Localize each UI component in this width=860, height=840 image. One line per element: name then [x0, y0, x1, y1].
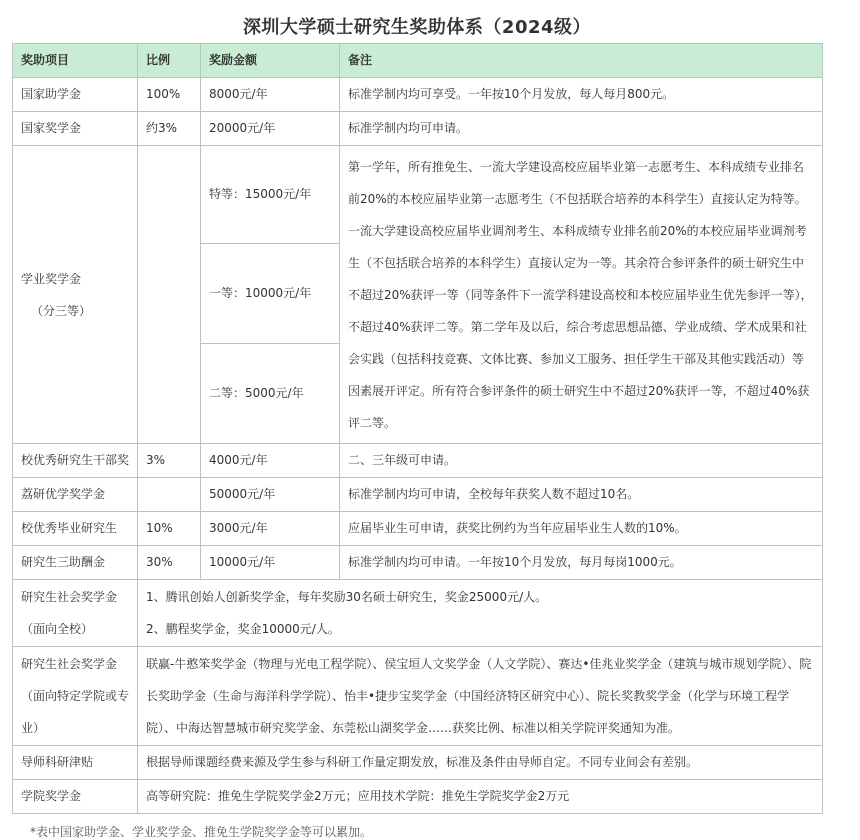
row-ratio: 10%: [138, 512, 201, 546]
row-note: 应届毕业生可申请，获奖比例约为当年应届毕业生人数的10%。: [340, 512, 823, 546]
row-amount: 8000元/年: [201, 78, 340, 112]
table-row: [13, 78, 823, 112]
table-row: [13, 580, 823, 647]
row-ratio: 100%: [138, 78, 201, 112]
row-amount: 50000元/年: [201, 478, 340, 512]
row-ratio: 30%: [138, 546, 201, 580]
row-item: 导师科研津贴: [13, 746, 138, 780]
row-item-line2: （面向特定学院或专业）: [21, 689, 130, 735]
table-row: [13, 112, 823, 146]
table-row: [13, 746, 823, 780]
row-note: 第一学年，所有推免生、一流大学建设高校应届毕业第一志愿考生、本科成绩专业排名前20%的本校应届毕业第一志愿考生（不包括联合培养的本科学生）直接认定为特等。一流大学建设高校应届毕业调剂考生、本科成绩专业排名前20%的本校应届毕业调剂考生（不包括联合培养的本科学生）直接认定为一等。其余符合参评条件的硕士研究生中不超过20%获评一等（同等条件下一流学科建设高校和本校应届毕业生优先参评一等），不超过40%获评二等。第二学年及以后，综合考虑思想品德、学业成绩、学术成果和社会实践（包括科技竞赛、文体比赛、参加义工服务、担任学生干部及其他实践活动）等因素展开评定。所有符合参评条件的硕士研究生中不超过20%获评一等，不超过40%获评二等。: [340, 146, 823, 444]
row-item: [13, 146, 138, 444]
row-amount-first: 一等：10000元/年: [201, 244, 340, 344]
table-row: [13, 780, 823, 814]
page-title: 深圳大学硕士研究生奖助体系（2024级）: [242, 17, 592, 38]
table-row: [13, 546, 823, 580]
row-amount-second: 二等：5000元/年: [201, 344, 340, 444]
row-item-line1: 研究生社会奖学金: [21, 657, 118, 671]
row-item-line2: （面向全校）: [21, 622, 94, 636]
header-ratio: 比例: [138, 44, 201, 78]
table-row: [13, 444, 823, 478]
row-amount: 3000元/年: [201, 512, 340, 546]
table-row: [13, 647, 823, 746]
row-note: 联赢-牛憨笨奖学金（物理与光电工程学院）、侯宝垣人文奖学金（人文学院）、赛达•佳兆业奖学金（建筑与城市规划学院）、院长奖助学金（生命与海洋科学学院）、怡丰•捷步宝奖学金（中国经济特区研究中心）、院长奖教奖学金（化学与环境工程学院）、中海达智慧城市研究奖学金、东莞松山湖奖学金……获奖比例、标准以相关学院评奖通知为准。: [138, 647, 823, 746]
row-item-line1: 学业奖学金: [21, 271, 82, 286]
header-amount: 奖励金额: [201, 44, 340, 78]
row-ratio: [138, 146, 201, 444]
row-item: 学院奖学金: [13, 780, 138, 814]
scholarship-table: [12, 43, 823, 814]
row-note: 根据导师课题经费来源及学生参与科研工作量定期发放，标准及条件由导师自定。不同专业间会有差别。: [138, 746, 823, 780]
row-amount: 10000元/年: [201, 546, 340, 580]
row-item: 荔研优学奖学金: [13, 478, 138, 512]
row-item-line2: （分三等）: [31, 303, 92, 318]
footnote: *表中国家助学金、学业奖学金、推免生学院奖学金等可以累加。: [30, 825, 373, 839]
row-item: 国家奖学金: [13, 112, 138, 146]
table-row: [13, 478, 823, 512]
row-note: 二、三年级可申请。: [340, 444, 823, 478]
table-header-row: [13, 44, 823, 78]
row-note: 标准学制内均可申请。一年按10个月发放，每月每岗1000元。: [340, 546, 823, 580]
row-item: 校优秀毕业研究生: [13, 512, 138, 546]
row-item: 国家助学金: [13, 78, 138, 112]
row-note-line2: 2、鹏程奖学金，奖金10000元/人。: [146, 622, 340, 636]
row-amount: 20000元/年: [201, 112, 340, 146]
header-note: 备注: [340, 44, 823, 78]
row-ratio: [138, 478, 201, 512]
row-item: [13, 647, 138, 746]
row-note: 标准学制内均可享受。一年按10个月发放，每人每月800元。: [340, 78, 823, 112]
row-note: 标准学制内均可申请，全校每年获奖人数不超过10名。: [340, 478, 823, 512]
row-item: 校优秀研究生干部奖: [13, 444, 138, 478]
row-note: 高等研究院：推免生学院奖学金2万元；应用技术学院：推免生学院奖学金2万元: [138, 780, 823, 814]
row-note-line1: 1、腾讯创始人创新奖学金，每年奖励30名硕士研究生，奖金25000元/人。: [146, 590, 548, 604]
row-amount: 4000元/年: [201, 444, 340, 478]
row-ratio: 约3%: [138, 112, 201, 146]
row-amount-special: 特等：15000元/年: [201, 146, 340, 244]
row-note: 标准学制内均可申请。: [340, 112, 823, 146]
row-item: [13, 580, 138, 647]
row-item: 研究生三助酬金: [13, 546, 138, 580]
row-item-line1: 研究生社会奖学金: [21, 590, 118, 604]
table-row: [13, 146, 823, 244]
table-row: [13, 512, 823, 546]
row-note: [138, 580, 823, 647]
header-item: 奖助项目: [13, 44, 138, 78]
row-ratio: 3%: [138, 444, 201, 478]
